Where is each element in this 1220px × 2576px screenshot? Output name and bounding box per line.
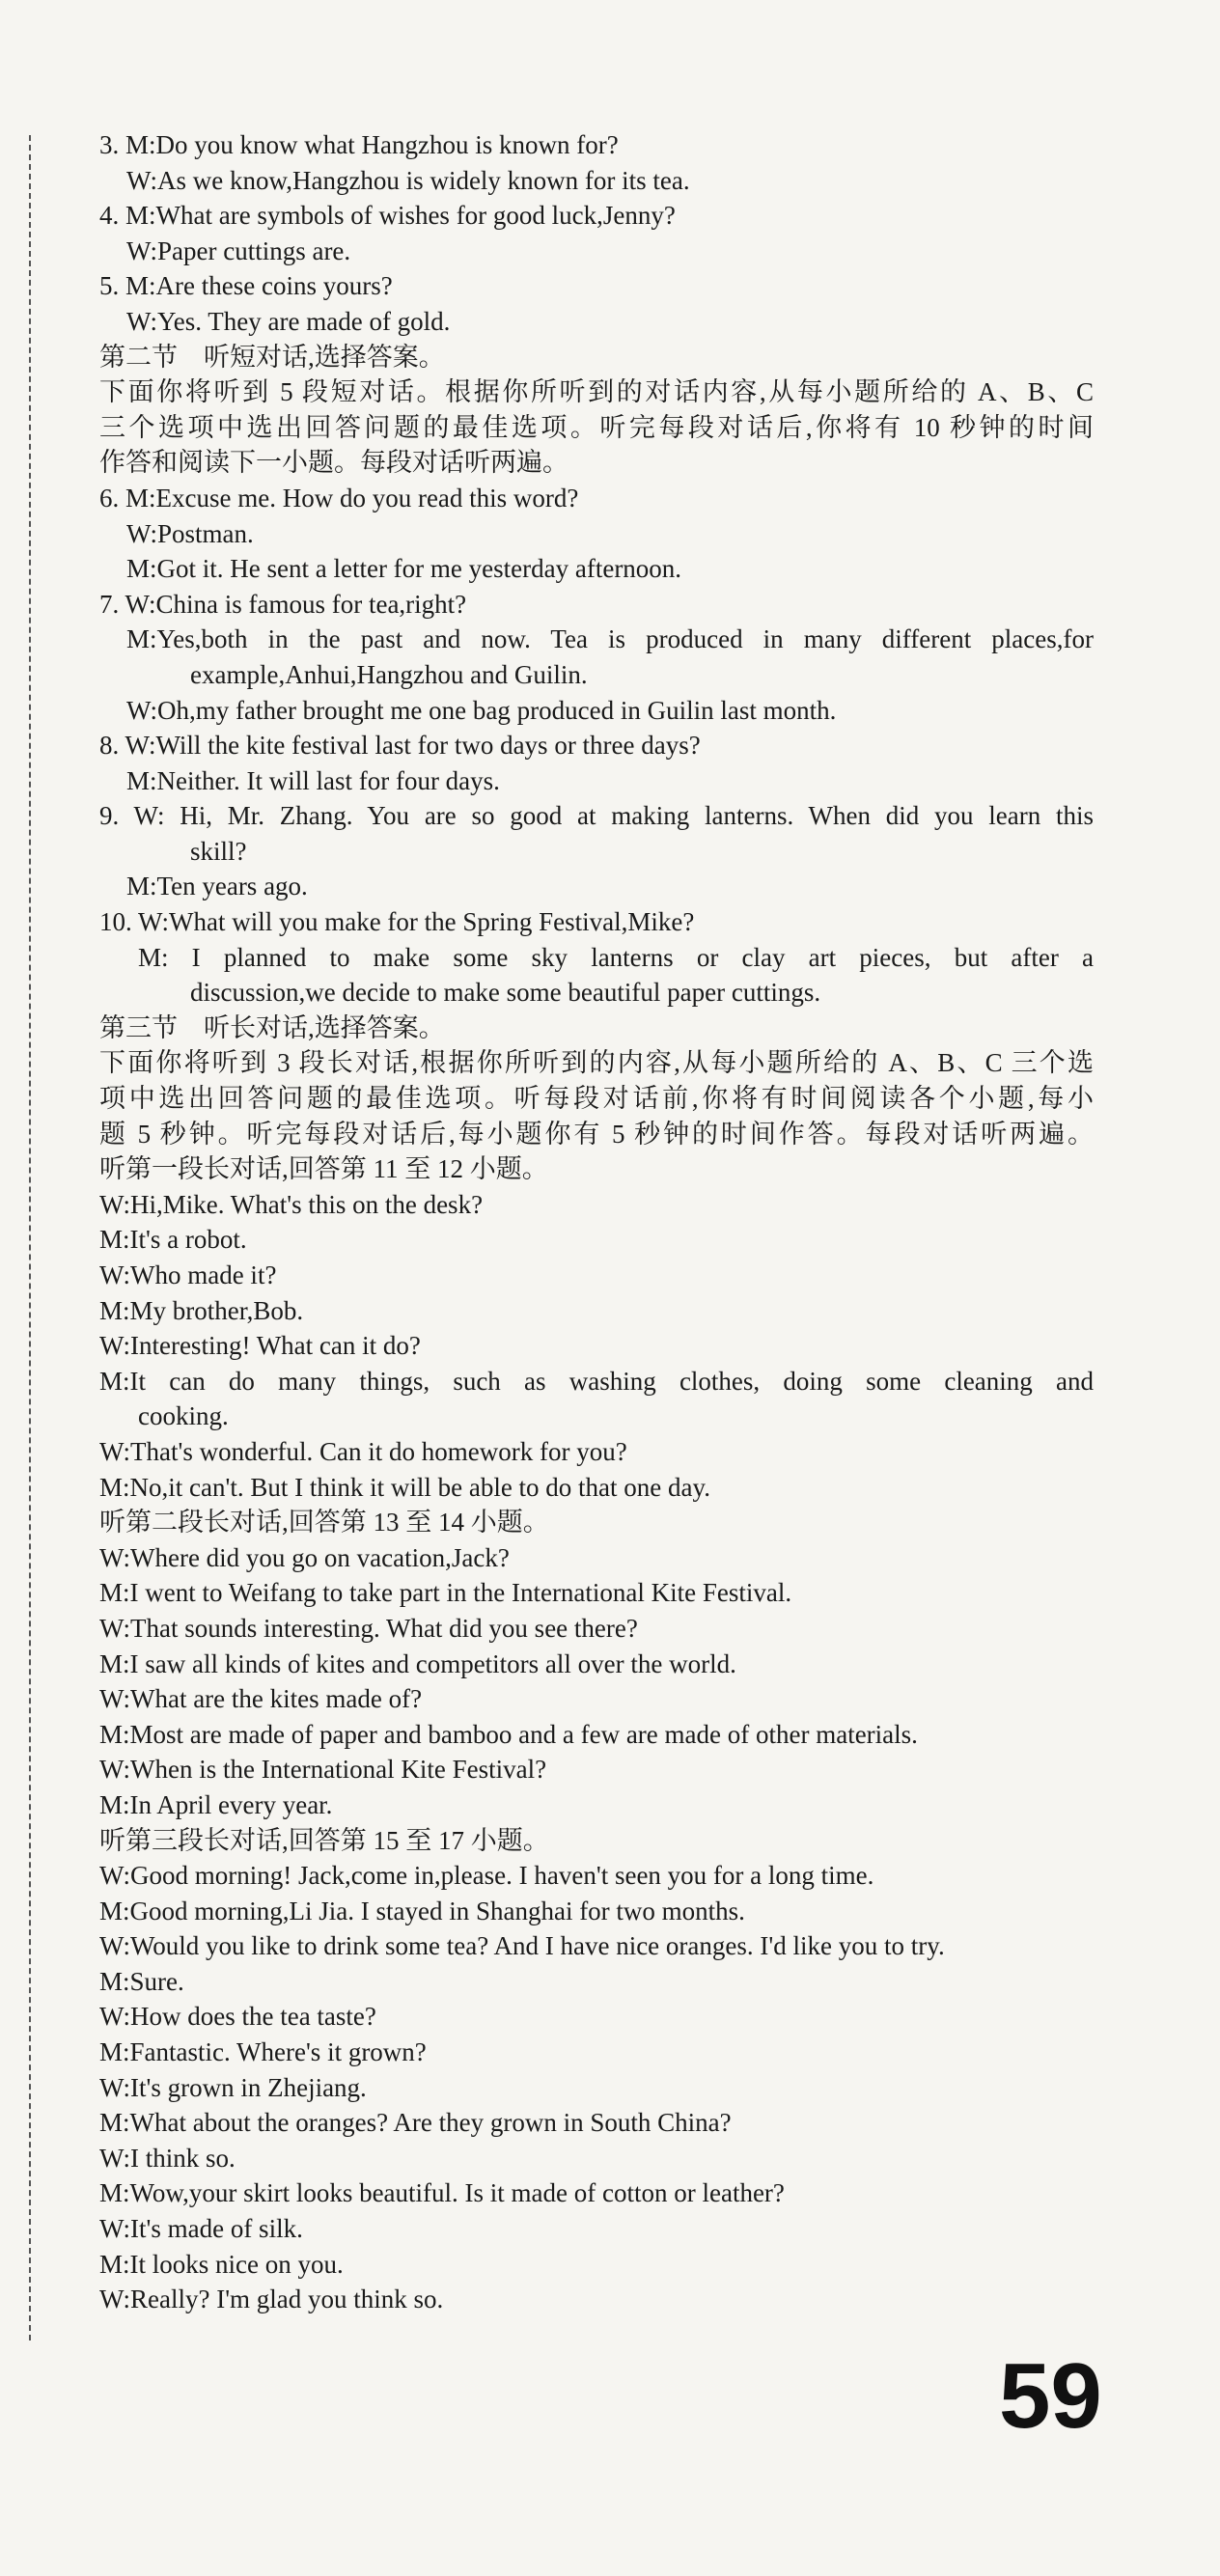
transcript-line: skill?	[190, 836, 247, 866]
transcript-line: M:It can do many things, such as washing clothes, doing some cleaning and	[99, 1366, 1094, 1396]
transcript-line: 3. M:Do you know what Hangzhou is known for?	[99, 130, 619, 159]
transcript-line: W:Yes. They are made of gold.	[126, 306, 451, 336]
transcript-line: 项中选出回答问题的最佳选项。听每段对话前,你将有时间阅读各个小题,每小	[99, 1084, 1094, 1114]
transcript-line: M:It looks nice on you.	[99, 2249, 344, 2279]
page-number: 59	[999, 2344, 1102, 2448]
transcript-line: M: I planned to make some sky lanterns or clay art pieces, but after a	[138, 942, 1094, 972]
transcript-line: M:Ten years ago.	[126, 872, 308, 901]
transcript-line: W:Paper cuttings are.	[126, 235, 351, 265]
transcript-line: 第三节 听长对话,选择答案。	[99, 1012, 445, 1042]
transcript-line: 第二节 听短对话,选择答案。	[99, 342, 445, 372]
transcript-line: 听第三段长对话,回答第 15 至 17 小题。	[99, 1825, 549, 1855]
transcript-line: 4. M:What are symbols of wishes for good luck,Jenny?	[99, 201, 676, 231]
transcript-line: W:That sounds interesting. What did you see there?	[99, 1613, 638, 1643]
transcript-line: W:How does the tea taste?	[99, 2002, 376, 2032]
transcript-line: M:It's a robot.	[99, 1225, 247, 1255]
transcript-line: 6. M:Excuse me. How do you read this word?	[99, 483, 579, 512]
transcript-line: 8. W:Will the kite festival last for two days or three days?	[99, 731, 701, 761]
transcript-line: M:In April every year.	[99, 1789, 333, 1819]
transcript-line: M:Neither. It will last for four days.	[126, 765, 500, 795]
transcript-line: 三个选项中选出回答问题的最佳选项。听完每段对话后,你将有 10 秒钟的时间	[99, 412, 1094, 442]
transcript-line: M:Wow,your skirt looks beautiful. Is it made of cotton or leather?	[99, 2178, 785, 2208]
transcript-line: M:Fantastic. Where's it grown?	[99, 2037, 427, 2067]
transcript-line: discussion,we decide to make some beautiful paper cuttings.	[190, 978, 821, 1008]
transcript-line: 作答和阅读下一小题。每段对话听两遍。	[99, 448, 568, 478]
transcript-line: M:Yes,both in the past and now. Tea is produced in many different places,for	[126, 624, 1094, 654]
dashed-cut-line	[29, 135, 31, 2341]
transcript-line: W:When is the International Kite Festival?	[99, 1755, 547, 1785]
transcript-line: 5. M:Are these coins yours?	[99, 271, 393, 301]
transcript-line: 9. W: Hi, Mr. Zhang. You are so good at making lanterns. When did you learn this	[99, 801, 1094, 831]
listening-transcript	[99, 127, 1094, 2317]
transcript-line: M:No,it can't. But I think it will be able to do that one day.	[99, 1472, 711, 1502]
transcript-line: W:I think so.	[99, 2143, 236, 2173]
transcript-line: M:Most are made of paper and bamboo and a few are made of other materials.	[99, 1719, 918, 1749]
transcript-line: 听第二段长对话,回答第 13 至 14 小题。	[99, 1508, 549, 1537]
transcript-line: M:Good morning,Li Jia. I stayed in Shanghai for two months.	[99, 1896, 745, 1925]
transcript-line: W:That's wonderful. Can it do homework for you?	[99, 1436, 627, 1466]
transcript-line: W:It's grown in Zhejiang.	[99, 2072, 367, 2102]
transcript-line: example,Anhui,Hangzhou and Guilin.	[190, 659, 588, 689]
transcript-line: M:My brother,Bob.	[99, 1295, 304, 1325]
transcript-line: 7. W:China is famous for tea,right?	[99, 589, 467, 619]
transcript-line: M:I saw all kinds of kites and competitors all over the world.	[99, 1648, 736, 1678]
transcript-line: M:Got it. He sent a letter for me yesterday afternoon.	[126, 554, 682, 584]
transcript-line: W:Who made it?	[99, 1260, 277, 1289]
transcript-line: W:As we know,Hangzhou is widely known for its tea.	[126, 165, 690, 195]
transcript-line: W:What are the kites made of?	[99, 1684, 423, 1714]
transcript-line: 下面你将听到 3 段长对话,根据你所听到的内容,从每小题所给的 A、B、C 三个选	[99, 1048, 1094, 1078]
transcript-line: W:Would you like to drink some tea? And I have nice oranges. I'd like you to try.	[99, 1931, 945, 1961]
transcript-line: W:Postman.	[126, 518, 254, 548]
transcript-line: M:What about the oranges? Are they grown in South China?	[99, 2108, 732, 2138]
transcript-line: W:Really? I'm glad you think so.	[99, 2285, 444, 2314]
transcript-line: M:Sure.	[99, 1966, 184, 1996]
transcript-line: 下面你将听到 5 段短对话。根据你所听到的对话内容,从每小题所给的 A、B、C	[99, 377, 1094, 407]
transcript-line: W:Hi,Mike. What's this on the desk?	[99, 1189, 484, 1219]
transcript-line: 10. W:What will you make for the Spring Festival,Mike?	[99, 907, 695, 937]
transcript-line: 听第一段长对话,回答第 11 至 12 小题。	[99, 1154, 548, 1184]
transcript-line: 题 5 秒钟。听完每段对话后,每小题你有 5 秒钟的时间作答。每段对话听两遍。	[99, 1119, 1094, 1149]
transcript-line: W:Oh,my father brought me one bag produced in Guilin last month.	[126, 695, 837, 725]
transcript-line: W:It's made of silk.	[99, 2214, 303, 2244]
transcript-line: M:I went to Weifang to take part in the International Kite Festival.	[99, 1578, 792, 1608]
transcript-line: cooking.	[138, 1401, 229, 1431]
transcript-line: W:Interesting! What can it do?	[99, 1331, 421, 1361]
transcript-line: W:Where did you go on vacation,Jack?	[99, 1542, 510, 1572]
transcript-line: W:Good morning! Jack,come in,please. I haven't seen you for a long time.	[99, 1861, 874, 1891]
